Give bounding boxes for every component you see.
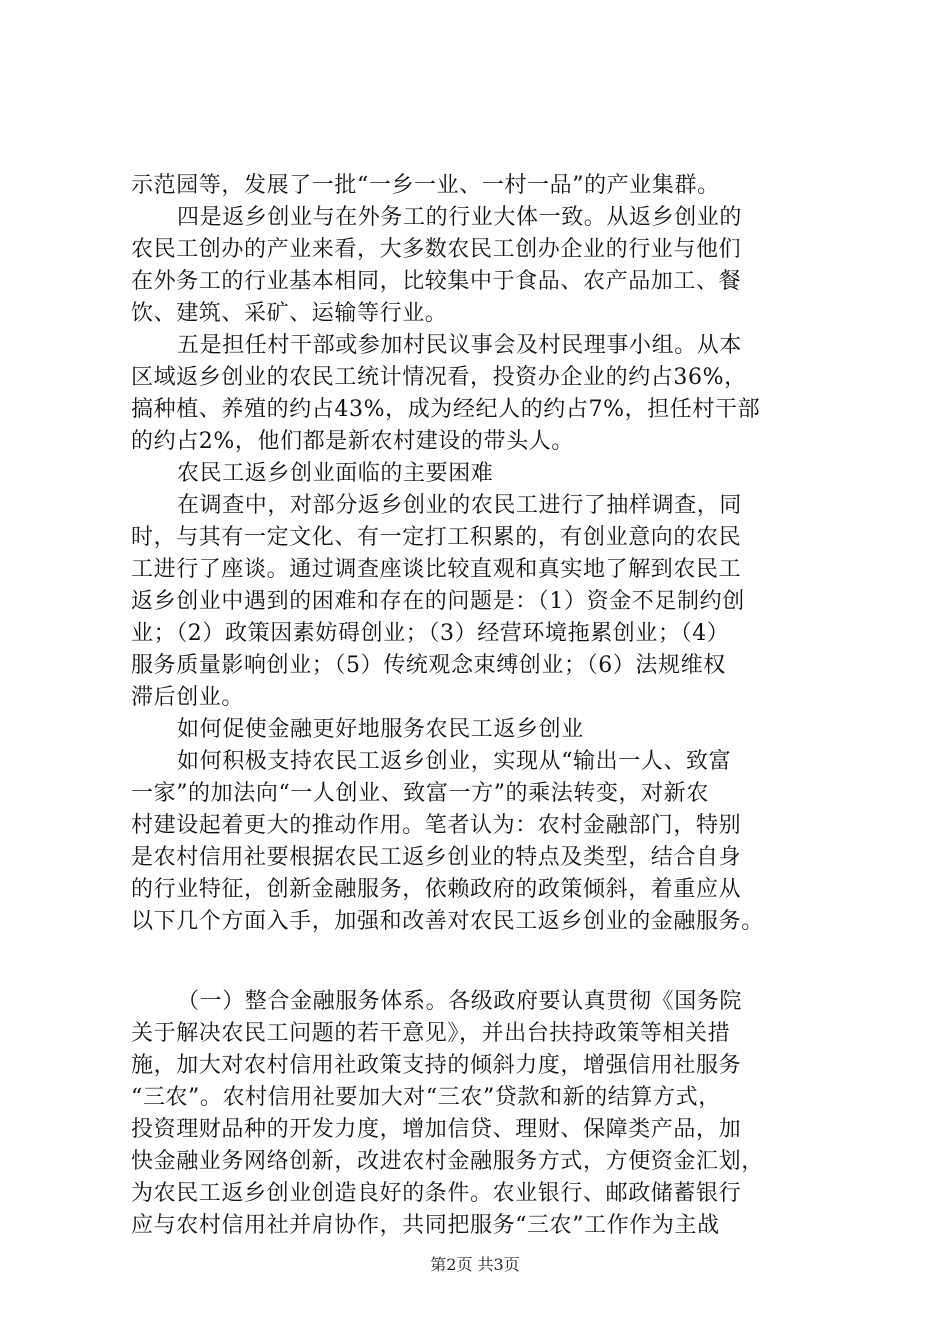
- text-line: 返乡创业中遇到的困难和存在的问题是：（1）资金不足制约创: [131, 589, 745, 614]
- text-line: “三农”。农村信用社要加大对“三农”贷款和新的结算方式，: [131, 1085, 721, 1110]
- text-line: 服务质量影响创业；（5）传统观念束缚创业；（6）法规维权: [131, 653, 726, 678]
- section-heading: 农民工返乡创业面临的主要困难: [177, 461, 494, 486]
- text-line: 示范园等，发展了一批“一乡一业、一村一品”的产业集群。: [131, 173, 720, 198]
- text-line: 的行业特征，创新金融服务，依赖政府的政策倾斜，着重应从: [131, 877, 742, 902]
- text-line: 村建设起着更大的推动作用。笔者认为：农村金融部门，特别: [131, 813, 742, 838]
- text-line: 的约占2%，他们都是新农村建设的带头人。: [131, 429, 574, 454]
- text-line: 快金融业务网络创新，改进农村金融服务方式，方便资金汇划，: [131, 1149, 764, 1174]
- text-line: 饮、建筑、采矿、运输等行业。: [131, 301, 448, 326]
- text-line: 搞种植、养殖的约占43%，成为经纪人的约占7%，担任村干部: [131, 397, 761, 422]
- text-line: 四是返乡创业与在外务工的行业大体一致。从返乡创业的: [177, 205, 743, 230]
- text-line: 以下几个方面入手，加强和改善对农民工返乡创业的金融服务。: [131, 909, 764, 934]
- text-line: 应与农村信用社并肩协作，共同把服务“三农”工作作为主战: [131, 1213, 720, 1238]
- text-line: 在外务工的行业基本相同，比较集中于食品、农产品加工、餐: [131, 269, 742, 294]
- text-line: 投资理财品种的开发力度，增加信贷、理财、保障类产品，加: [131, 1117, 742, 1142]
- text-line: 关于解决农民工问题的若干意见》，并出台扶持政策等相关措: [131, 1021, 731, 1046]
- document-body: [131, 170, 831, 1242]
- text-line: 工进行了座谈。通过调查座谈比较直观和真实地了解到农民工: [131, 557, 742, 582]
- text-line: （一）整合金融服务体系。各级政府要认真贯彻《国务院: [177, 989, 743, 1014]
- text-line: 滞后创业。: [131, 685, 245, 710]
- text-line: 业；（2）政策因素妨碍创业；（3）经营环境拖累创业；（4）: [131, 621, 730, 646]
- text-line: 农民工创办的产业来看，大多数农民工创办企业的行业与他们: [131, 237, 742, 262]
- text-line: 五是担任村干部或参加村民议事会及村民理事小组。从本: [177, 333, 743, 358]
- text-line: 施，加大对农村信用社政策支持的倾斜力度，增强信用社服务: [131, 1053, 742, 1078]
- text-line: 在调查中，对部分返乡创业的农民工进行了抽样调查，同: [177, 493, 743, 518]
- text-line: 时，与其有一定文化、有一定打工积累的，有创业意向的农民: [131, 525, 742, 550]
- section-heading: 如何促使金融更好地服务农民工返乡创业: [177, 717, 584, 742]
- text-line: 如何积极支持农民工返乡创业，实现从“输出一人、致富: [177, 749, 732, 774]
- paragraph-gap: [131, 938, 831, 986]
- text-line: 为农民工返乡创业创造良好的条件。农业银行、邮政储蓄银行: [131, 1181, 742, 1206]
- text-line: 一家”的加法向“一人创业、致富一方”的乘法转变，对新农: [131, 781, 709, 806]
- page-number: 第2页 共3页: [430, 1255, 520, 1274]
- text-line: 区域返乡创业的农民工统计情况看，投资办企业的约占36%，: [131, 365, 747, 390]
- text-line: 是农村信用社要根据农民工返乡创业的特点及类型，结合自身: [131, 845, 742, 870]
